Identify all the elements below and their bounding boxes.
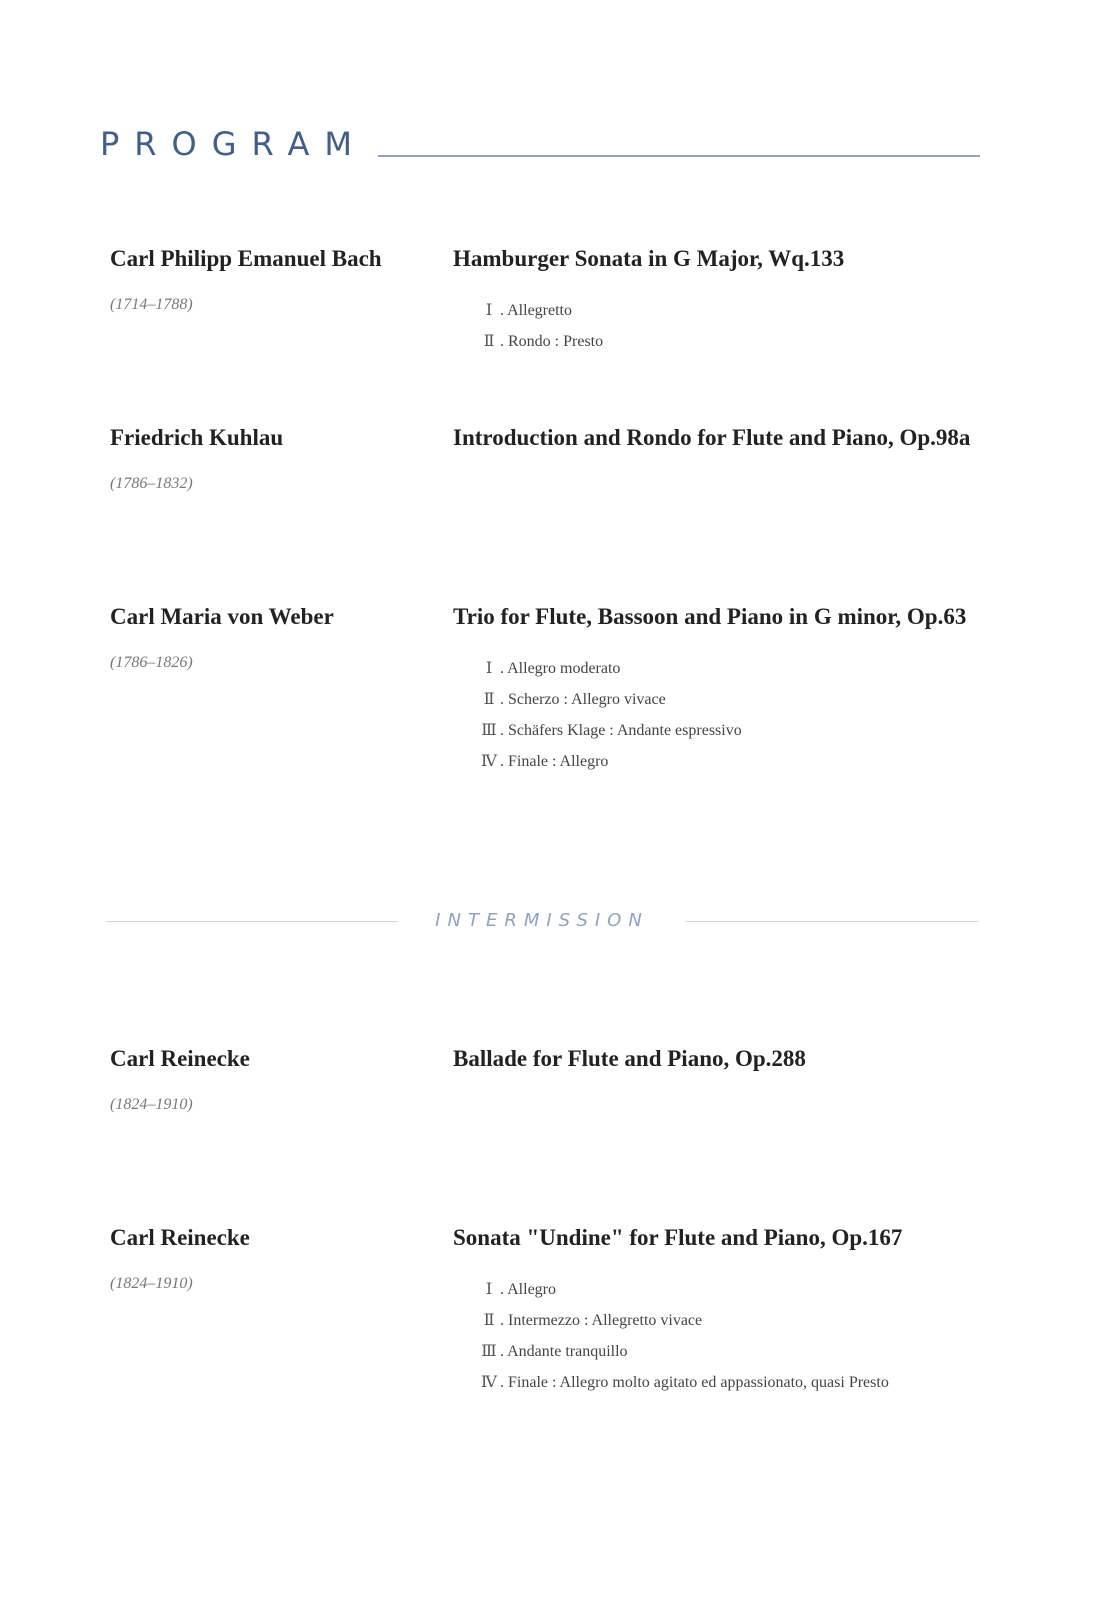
movement-text: . Intermezzo : Allegretto vivace	[500, 1312, 703, 1329]
movement-numeral: Ⅰ	[485, 1281, 493, 1298]
movement-text: . Finale : Allegro	[500, 753, 609, 770]
movement-numeral: Ⅱ	[483, 333, 495, 350]
work-title: Ballade for Flute and Piano, Op.288	[453, 1046, 806, 1071]
movement-numeral: Ⅳ	[481, 753, 497, 770]
program-title: PROGRAM	[100, 125, 367, 163]
movement-list	[478, 1274, 889, 1398]
movement-item	[478, 1274, 889, 1305]
movement-item	[478, 746, 742, 777]
movement-item	[478, 1305, 889, 1336]
composer-name: Carl Reinecke	[110, 1046, 250, 1071]
composer-name: Carl Philipp Emanuel Bach	[110, 246, 382, 271]
movement-text: . Allegro	[500, 1281, 556, 1298]
movement-text: . Allegretto	[500, 302, 572, 319]
movement-text: . Scherzo : Allegro vivace	[500, 691, 666, 708]
movement-list	[478, 653, 742, 777]
work-title: Introduction and Rondo for Flute and Piano, Op.98a	[453, 425, 971, 450]
work-title: Hamburger Sonata in G Major, Wq.133	[453, 246, 845, 271]
movement-text: . Finale : Allegro molto agitato ed appassionato, quasi Presto	[500, 1374, 889, 1391]
composer-years: (1786–1826)	[110, 654, 193, 671]
movement-item	[478, 295, 603, 326]
movement-item	[478, 326, 603, 357]
movement-item	[478, 715, 742, 746]
movement-item	[478, 653, 742, 684]
movement-numeral: Ⅳ	[481, 1374, 497, 1391]
movement-text: . Andante tranquillo	[500, 1343, 628, 1360]
intermission-label: INTERMISSION	[435, 910, 649, 931]
title-divider	[378, 155, 980, 157]
composer-name: Carl Reinecke	[110, 1225, 250, 1250]
work-title: Sonata "Undine" for Flute and Piano, Op.167	[453, 1225, 903, 1250]
intermission-divider-left	[106, 921, 398, 922]
work-title: Trio for Flute, Bassoon and Piano in G minor, Op.63	[453, 604, 967, 629]
composer-years: (1786–1832)	[110, 475, 193, 492]
composer-years: (1824–1910)	[110, 1096, 193, 1113]
composer-years: (1714–1788)	[110, 296, 193, 313]
composer-years: (1824–1910)	[110, 1275, 193, 1292]
movement-text: . Allegro moderato	[500, 660, 621, 677]
movement-text: . Schäfers Klage : Andante espressivo	[500, 722, 742, 739]
movement-list	[478, 295, 603, 357]
composer-name: Friedrich Kuhlau	[110, 425, 284, 450]
movement-numeral: Ⅰ	[485, 660, 493, 677]
movement-item	[478, 1367, 889, 1398]
movement-item	[478, 684, 742, 715]
movement-numeral: Ⅰ	[485, 302, 493, 319]
movement-numeral: Ⅱ	[483, 1312, 495, 1329]
movement-text: . Rondo : Presto	[500, 333, 604, 350]
intermission-divider-right	[686, 921, 978, 922]
composer-name: Carl Maria von Weber	[110, 604, 334, 629]
movement-numeral: Ⅱ	[483, 691, 495, 708]
movement-numeral: Ⅲ	[481, 1343, 497, 1360]
movement-numeral: Ⅲ	[481, 722, 497, 739]
movement-item	[478, 1336, 889, 1367]
